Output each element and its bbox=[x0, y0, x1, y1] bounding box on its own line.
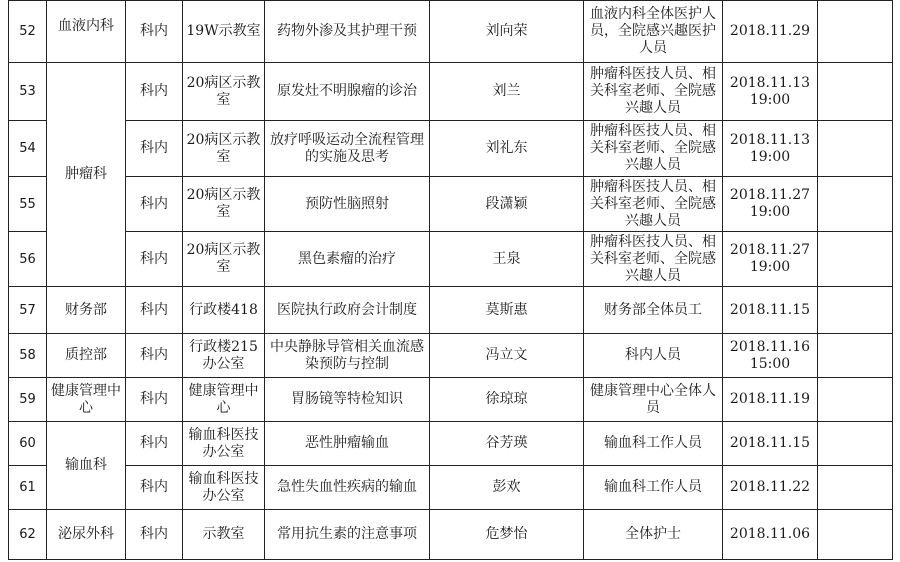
table-row bbox=[9, 466, 893, 510]
blank-cell bbox=[818, 422, 893, 466]
table-row bbox=[9, 232, 893, 287]
date-cell: 2018.11.19 bbox=[723, 378, 818, 422]
date-cell: 2018.11.15 bbox=[723, 287, 818, 334]
level-cell: 科内 bbox=[126, 510, 183, 560]
date-cell: 2018.11.29 bbox=[723, 1, 818, 63]
department-cell: 质控部 bbox=[47, 334, 126, 378]
audience-cell: 输血科工作人员 bbox=[584, 466, 723, 510]
location-cell: 行政楼215办公室 bbox=[183, 334, 265, 378]
audience-cell: 科内人员 bbox=[584, 334, 723, 378]
department-label: 血液内科 bbox=[58, 18, 114, 34]
location-cell: 输血科医技办公室 bbox=[183, 422, 265, 466]
row-number: 54 bbox=[9, 121, 47, 177]
level-cell: 科内 bbox=[126, 63, 183, 121]
row-number: 53 bbox=[9, 63, 47, 121]
topic-cell: 预防性脑照射 bbox=[265, 177, 430, 232]
department-cell: 泌尿外科 bbox=[47, 510, 126, 560]
table-row bbox=[9, 1, 893, 63]
row-number: 52 bbox=[9, 1, 47, 63]
table-row bbox=[9, 177, 893, 232]
location-cell: 输血科医技办公室 bbox=[183, 466, 265, 510]
table-row bbox=[9, 510, 893, 560]
department-cell: 肿瘤科 bbox=[47, 63, 126, 287]
audience-cell: 全体护士 bbox=[584, 510, 723, 560]
table-row bbox=[9, 334, 893, 378]
audience-cell: 肿瘤科医技人员、相关科室老师、全院感兴趣人员 bbox=[584, 177, 723, 232]
topic-cell: 放疗呼吸运动全流程管理的实施及思考 bbox=[265, 121, 430, 177]
level-cell: 科内 bbox=[126, 378, 183, 422]
speaker-cell: 刘兰 bbox=[430, 63, 584, 121]
audience-cell: 血液内科全体医护人员，全院感兴趣医护人员 bbox=[584, 1, 723, 63]
department-cell: 输血科 bbox=[47, 422, 126, 510]
location-cell: 20病区示教室 bbox=[183, 232, 265, 287]
blank-cell bbox=[818, 177, 893, 232]
date-cell: 2018.11.27 19:00 bbox=[723, 177, 818, 232]
speaker-cell: 徐琼琼 bbox=[430, 378, 584, 422]
level-cell: 科内 bbox=[126, 232, 183, 287]
date-cell: 2018.11.13 19:00 bbox=[723, 121, 818, 177]
date-cell: 2018.11.16 15:00 bbox=[723, 334, 818, 378]
topic-cell: 药物外渗及其护理干预 bbox=[265, 1, 430, 63]
speaker-cell: 冯立文 bbox=[430, 334, 584, 378]
location-cell: 行政楼418 bbox=[183, 287, 265, 334]
blank-cell bbox=[818, 232, 893, 287]
topic-cell: 胃肠镜等特检知识 bbox=[265, 378, 430, 422]
date-cell: 2018.11.13 19:00 bbox=[723, 63, 818, 121]
location-cell: 20病区示教室 bbox=[183, 121, 265, 177]
table-row bbox=[9, 422, 893, 466]
speaker-cell: 莫斯惠 bbox=[430, 287, 584, 334]
blank-cell bbox=[818, 466, 893, 510]
location-cell: 19W示教室 bbox=[183, 1, 265, 63]
location-cell: 20病区示教室 bbox=[183, 177, 265, 232]
speaker-cell: 王泉 bbox=[430, 232, 584, 287]
department-cell: 健康管理中心 bbox=[47, 378, 126, 422]
level-cell: 科内 bbox=[126, 177, 183, 232]
date-cell: 2018.11.15 bbox=[723, 422, 818, 466]
row-number: 62 bbox=[9, 510, 47, 560]
row-number: 58 bbox=[9, 334, 47, 378]
level-cell: 科内 bbox=[126, 287, 183, 334]
speaker-cell: 彭欢 bbox=[430, 466, 584, 510]
department-cell: 财务部 bbox=[47, 287, 126, 334]
table-row bbox=[9, 378, 893, 422]
topic-cell: 医院执行政府会计制度 bbox=[265, 287, 430, 334]
blank-cell bbox=[818, 1, 893, 63]
blank-cell bbox=[818, 121, 893, 177]
audience-cell: 健康管理中心全体人员 bbox=[584, 378, 723, 422]
level-cell: 科内 bbox=[126, 334, 183, 378]
blank-cell bbox=[818, 334, 893, 378]
level-cell: 科内 bbox=[126, 466, 183, 510]
audience-cell: 输血科工作人员 bbox=[584, 422, 723, 466]
audience-cell: 肿瘤科医技人员、相关科室老师、全院感兴趣人员 bbox=[584, 232, 723, 287]
department-cell bbox=[47, 1, 126, 63]
topic-cell: 中央静脉导管相关血流感染预防与控制 bbox=[265, 334, 430, 378]
row-number: 55 bbox=[9, 177, 47, 232]
row-number: 61 bbox=[9, 466, 47, 510]
speaker-cell: 刘向荣 bbox=[430, 1, 584, 63]
location-cell: 示教室 bbox=[183, 510, 265, 560]
topic-cell: 恶性肿瘤输血 bbox=[265, 422, 430, 466]
speaker-cell: 刘礼东 bbox=[430, 121, 584, 177]
row-number: 57 bbox=[9, 287, 47, 334]
table-row bbox=[9, 63, 893, 121]
audience-cell: 财务部全体员工 bbox=[584, 287, 723, 334]
level-cell: 科内 bbox=[126, 121, 183, 177]
row-number: 60 bbox=[9, 422, 47, 466]
table-row bbox=[9, 287, 893, 334]
blank-cell bbox=[818, 510, 893, 560]
blank-cell bbox=[818, 378, 893, 422]
location-cell: 20病区示教室 bbox=[183, 63, 265, 121]
row-number: 59 bbox=[9, 378, 47, 422]
date-cell: 2018.11.22 bbox=[723, 466, 818, 510]
speaker-cell: 危梦怡 bbox=[430, 510, 584, 560]
level-cell: 科内 bbox=[126, 422, 183, 466]
topic-cell: 急性失血性疾病的输血 bbox=[265, 466, 430, 510]
training-schedule-table bbox=[8, 0, 893, 560]
topic-cell: 原发灶不明腺瘤的诊治 bbox=[265, 63, 430, 121]
audience-cell: 肿瘤科医技人员、相关科室老师、全院感兴趣人员 bbox=[584, 121, 723, 177]
topic-cell: 常用抗生素的注意事项 bbox=[265, 510, 430, 560]
speaker-cell: 谷芳瑛 bbox=[430, 422, 584, 466]
table-row bbox=[9, 121, 893, 177]
blank-cell bbox=[818, 63, 893, 121]
row-number: 56 bbox=[9, 232, 47, 287]
location-cell: 健康管理中心 bbox=[183, 378, 265, 422]
date-cell: 2018.11.06 bbox=[723, 510, 818, 560]
audience-cell: 肿瘤科医技人员、相关科室老师、全院感兴趣人员 bbox=[584, 63, 723, 121]
blank-cell bbox=[818, 287, 893, 334]
level-cell: 科内 bbox=[126, 1, 183, 63]
speaker-cell: 段潇颖 bbox=[430, 177, 584, 232]
topic-cell: 黑色素瘤的治疗 bbox=[265, 232, 430, 287]
date-cell: 2018.11.27 19:00 bbox=[723, 232, 818, 287]
